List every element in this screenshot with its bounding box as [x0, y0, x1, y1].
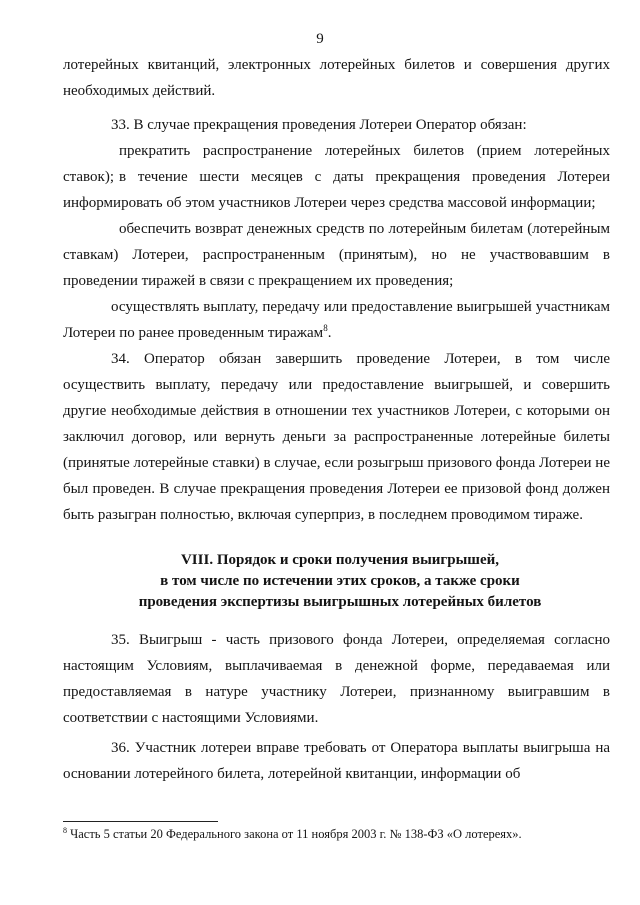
paragraph-36: 36. Участник лотереи вправе требовать от Оператора выплаты выигрыша на основании лотерейного билета, лотерейной квитанции, информации об [63, 740, 610, 782]
heading-line-1: VIII. Порядок и сроки получения выигрышей, [180, 552, 500, 568]
footnote-separator [63, 821, 218, 822]
paragraph-34: 34. Оператор обязан завершить проведение Лотереи, в том числе осуществить выплату, передачу или предоставление выигрышей, и совершить другие необходимые действия в отношении тех участников Лотереи, с которыми он заключил договор, или вернуть деньги за распространенные лотерейные билеты (принятые лотерейные ставки) в случае, если розыгрыш призового фонда Лотереи не был проведен. В случае прекращения проведения Лотереи ее призовой фонд должен быть разыгран полностью, включая суперприз, в последнем проводимом тираже. [63, 351, 610, 523]
paragraph-33-d-text: осуществлять выплату, передачу или предоставление выигрышей участникам Лотереи по ранее проведенным тиражам [63, 299, 610, 341]
heading-line-3: проведения экспертизы выигрышных лотерейных билетов [138, 594, 542, 610]
page-number: 9 [316, 31, 324, 47]
footnote-reference: 8 [323, 323, 328, 333]
paragraph-33-d-end: . [327, 325, 332, 341]
paragraph-35: 35. Выигрыш - часть призового фонда Лотереи, определяемая согласно настоящим Условиям, выплачиваемая в денежной форме, передаваемая или предоставляемая в натуре участнику Лотереи, признанному выигравшим в соответствии с настоящими Условиями. [63, 632, 610, 726]
section-heading [0, 550, 640, 613]
heading-line-2: в том числе по истечении этих сроков, а также сроки [160, 573, 520, 589]
paragraph-continuation: лотерейных квитанций, электронных лотерейных билетов и совершения других необходимых действий. [63, 57, 610, 99]
paragraph-33: 33. В случае прекращения проведения Лотереи Оператор обязан: [111, 117, 527, 133]
paragraph-33-a: прекратить распространение лотерейных билетов (прием лотерейных ставок); [63, 143, 610, 185]
paragraph-33-c: обеспечить возврат денежных средств по лотерейным билетам (лотерейным ставкам) Лотереи, распространенным (принятым), но не участвовавшим в проведении тиражей в связи с прекращением их проведения; [63, 221, 610, 289]
paragraph-33-b: в течение шести месяцев с даты прекращения проведения Лотереи информировать об этом участников Лотереи через средства массовой информации; [63, 169, 610, 211]
footnote-number: 8 [63, 825, 67, 835]
paragraph-33-d [63, 294, 610, 346]
footnote-text: Часть 5 статьи 20 Федерального закона от 11 ноября 2003 г. № 138-ФЗ «О лотереях». [70, 827, 522, 841]
footnote [63, 826, 522, 842]
